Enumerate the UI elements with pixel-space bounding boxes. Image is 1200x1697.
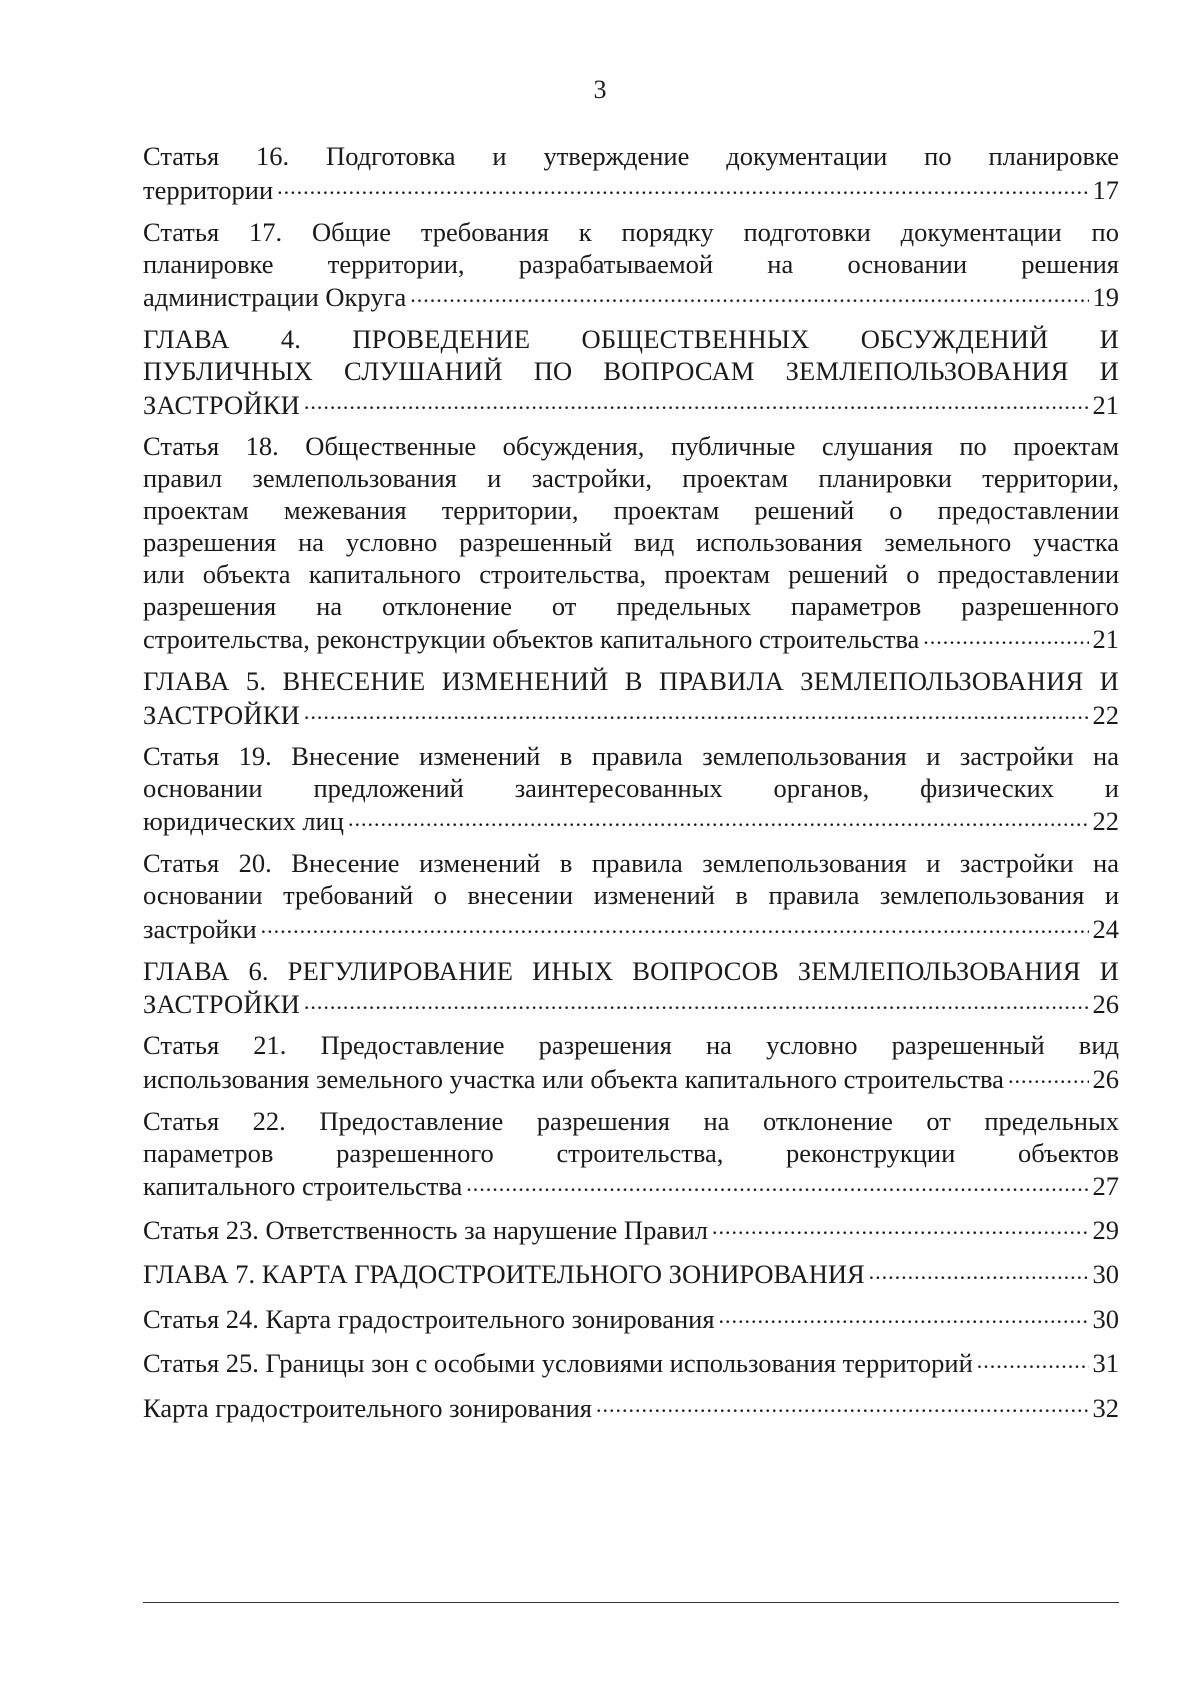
toc-entry-last-line (143, 280, 1119, 314)
toc-page-number: 17 (1092, 174, 1119, 205)
toc-entry-title-tail: строительства, реконструкции объектов капитального строительства (143, 624, 920, 654)
toc-entry[interactable] (143, 1212, 1119, 1246)
toc-entry[interactable] (143, 430, 1119, 656)
toc-entry-last-line (143, 387, 1119, 421)
dot-leader (1008, 1061, 1089, 1088)
toc-entry-line: Статья 17. Общие требования к порядку подготовки документации по (143, 216, 1119, 247)
toc-page-number: 30 (1092, 1259, 1119, 1289)
toc-entry[interactable] (143, 323, 1119, 421)
dot-leader (719, 1301, 1089, 1328)
toc-entry[interactable] (143, 955, 1119, 1021)
toc-entry-last-line (143, 1257, 1119, 1291)
toc-entry-last-line (143, 1346, 1119, 1380)
dot-leader (304, 387, 1089, 414)
toc-entry[interactable] (143, 665, 1119, 731)
dot-leader (869, 1257, 1089, 1284)
toc-entry-title-tail: Статья 25. Границы зон с особыми условиями использования территорий (143, 1348, 973, 1378)
dot-leader (304, 697, 1089, 724)
toc-entry-title-tail: Карта градостроительного зонирования (143, 1392, 592, 1423)
toc-entry[interactable] (143, 1301, 1119, 1335)
toc-entry-line: Статья 16. Подготовка и утверждение документации по планировке (143, 141, 1119, 171)
toc-entry-line: или объекта капитального строительства, проектам решений о предоставлении (143, 558, 1119, 589)
dot-leader (466, 1169, 1088, 1196)
footer-divider (143, 1602, 1119, 1603)
dot-leader (596, 1390, 1089, 1417)
toc-entry-last-line (143, 1301, 1119, 1335)
toc-entry-line: проектам межевания территории, проектам решений о предоставлении (143, 494, 1119, 525)
toc-entry-last-line (143, 622, 1119, 656)
toc-page-number: 29 (1092, 1214, 1119, 1245)
toc-entry-title-tail: администрации Округа (143, 282, 407, 312)
toc-entry-line: планировке территории, разрабатываемой на основании решения (143, 248, 1119, 279)
toc-entry[interactable] (143, 140, 1119, 206)
toc-entry-line: основании предложений заинтересованных органов, физических и (143, 772, 1119, 803)
toc-entry[interactable] (143, 1105, 1119, 1203)
toc-entry-line: Статья 19. Внесение изменений в правила землепользования и застройки на (143, 740, 1119, 771)
toc-entry-last-line (143, 987, 1119, 1021)
toc-page-number: 21 (1092, 624, 1119, 654)
toc-entry-last-line (143, 697, 1119, 731)
dot-leader (304, 987, 1089, 1014)
dot-leader (712, 1212, 1088, 1239)
toc-entry-line: Статья 22. Предоставление разрешения на отклонение от предельных (143, 1105, 1119, 1136)
toc-entry-title-tail: ЗАСТРОЙКИ (143, 389, 300, 420)
toc-entry-line: Статья 21. Предоставление разрешения на условно разрешенный вид (143, 1030, 1119, 1060)
dot-leader (410, 280, 1088, 307)
toc-entry[interactable] (143, 1029, 1119, 1095)
toc-entry-title-tail: Статья 24. Карта градостроительного зонирования (143, 1303, 715, 1334)
dot-leader (277, 172, 1088, 199)
toc-entry-line: Статья 18. Общественные обсуждения, публичные слушания по проектам (143, 430, 1119, 461)
toc-entry-line: ГЛАВА 4. ПРОВЕДЕНИЕ ОБЩЕСТВЕННЫХ ОБСУЖДЕНИЙ И (143, 324, 1119, 354)
toc-entry-line: правил землепользования и застройки, проектам планировки территории, (143, 462, 1119, 493)
toc-entry-title-tail: юридических лиц (143, 806, 344, 836)
toc-page-number: 31 (1092, 1348, 1119, 1378)
toc-entry[interactable] (143, 1257, 1119, 1291)
toc-entry-title-tail: территории (143, 174, 274, 205)
toc-page-number: 27 (1092, 1171, 1119, 1201)
dot-leader (977, 1346, 1089, 1373)
toc-page-number: 24 (1092, 913, 1119, 944)
dot-leader (923, 622, 1088, 649)
toc-entry[interactable] (143, 1346, 1119, 1380)
toc-entry-title-tail: Статья 23. Ответственность за нарушение Правил (143, 1214, 709, 1245)
toc-entry-last-line (143, 1390, 1119, 1424)
toc-page-number: 30 (1092, 1303, 1119, 1334)
toc-entry[interactable] (143, 216, 1119, 314)
toc-entry-line: основании требований о внесении изменений в правила землепользования и (143, 880, 1119, 910)
dot-leader (261, 911, 1089, 938)
toc-entry-line: параметров разрешенного строительства, реконструкции объектов (143, 1137, 1119, 1168)
toc-entry-title-tail: использования земельного участка или объекта капитального строительства (143, 1063, 1004, 1094)
toc-entry-line: ГЛАВА 5. ВНЕСЕНИЕ ИЗМЕНЕНИЙ В ПРАВИЛА ЗЕМЛЕПОЛЬЗОВАНИЯ И (143, 666, 1119, 696)
toc-page-number: 21 (1092, 389, 1119, 420)
toc-entry-line: ПУБЛИЧНЫХ СЛУШАНИЙ ПО ВОПРОСАМ ЗЕМЛЕПОЛЬЗОВАНИЯ И (143, 356, 1119, 386)
toc-entry-title-tail: застройки (143, 913, 257, 944)
toc-entry-last-line (143, 911, 1119, 945)
toc-entry-line: ГЛАВА 6. РЕГУЛИРОВАНИЕ ИНЫХ ВОПРОСОВ ЗЕМЛЕПОЛЬЗОВАНИЯ И (143, 955, 1119, 986)
toc-page-number: 22 (1092, 699, 1119, 730)
toc-entry-title-tail: капитального строительства (143, 1171, 463, 1201)
toc-page-number: 32 (1092, 1392, 1119, 1423)
toc-entry[interactable] (143, 847, 1119, 945)
toc-page-number: 19 (1092, 282, 1119, 312)
toc-page-number: 26 (1092, 1063, 1119, 1094)
toc-entry-last-line (143, 1212, 1119, 1246)
toc-entry-line: разрешения на условно разрешенный вид использования земельного участка (143, 526, 1119, 557)
toc-entry-line: разрешения на отклонение от предельных параметров разрешенного (143, 590, 1119, 621)
toc-entry-last-line (143, 1169, 1119, 1203)
toc-entry-last-line (143, 1061, 1119, 1095)
toc-page-number: 22 (1092, 806, 1119, 836)
dot-leader (348, 804, 1089, 831)
toc-entry[interactable] (143, 1390, 1119, 1424)
toc-entry-title-tail: ГЛАВА 7. КАРТА ГРАДОСТРОИТЕЛЬНОГО ЗОНИРОВАНИЯ (143, 1259, 865, 1289)
toc-entry-last-line (143, 804, 1119, 838)
toc-page-number: 26 (1092, 989, 1119, 1019)
toc-entry-line: Статья 20. Внесение изменений в правила землепользования и застройки на (143, 848, 1119, 878)
toc-entry[interactable] (143, 740, 1119, 838)
toc-entry-title-tail: ЗАСТРОЙКИ (143, 699, 300, 730)
page-number: 3 (593, 75, 607, 104)
table-of-contents (143, 140, 1119, 1435)
toc-entry-last-line (143, 172, 1119, 206)
toc-entry-title-tail: ЗАСТРОЙКИ (143, 989, 300, 1019)
